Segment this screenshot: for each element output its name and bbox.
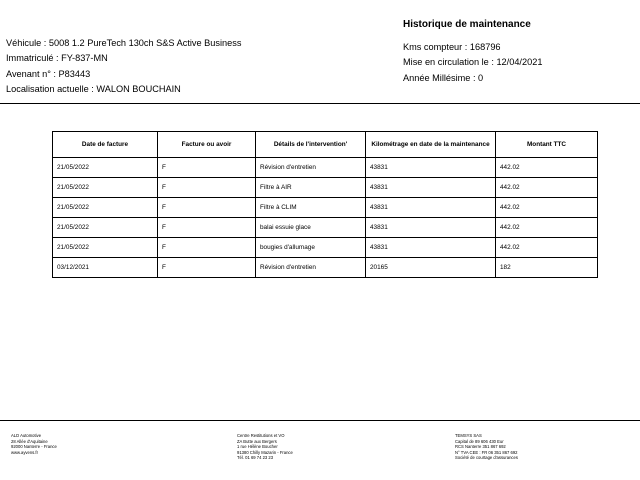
cell-details: Révision d'entretien <box>256 258 366 278</box>
cell-kilometrage: 43831 <box>366 238 496 258</box>
footer-returns-block <box>237 433 293 461</box>
cell-details: Filtre à AIR <box>256 178 366 198</box>
footer-legal-block <box>455 433 518 461</box>
cell-montant: 442.02 <box>496 218 598 238</box>
table-row <box>53 198 598 218</box>
cell-date: 03/12/2021 <box>53 258 158 278</box>
column-header-date: Date de facture <box>53 132 158 158</box>
footer-website-link[interactable]: www.ayvens.fr <box>11 449 38 455</box>
cell-montant: 442.02 <box>496 158 598 178</box>
table-row <box>53 158 598 178</box>
model-year-line: Année Millésime : 0 <box>403 72 484 83</box>
footer-line: 91380 Chilly Mazarin - France <box>237 449 293 455</box>
table-row <box>53 218 598 238</box>
footer-line: TEMSYS SAS <box>455 433 482 438</box>
footer-line: 92000 Nanterre - France <box>11 444 57 450</box>
column-header-montant: Montant TTC <box>496 132 598 158</box>
footer-company-block <box>11 433 57 455</box>
page-title: Historique de maintenance <box>403 19 531 30</box>
cell-montant: 442.02 <box>496 198 598 218</box>
cell-kilometrage: 43831 <box>366 218 496 238</box>
cell-montant: 442.02 <box>496 238 598 258</box>
cell-date: 21/05/2022 <box>53 218 158 238</box>
maintenance-summary-block <box>403 40 542 86</box>
footer-line: ZA Butte aux Bergers <box>237 438 277 444</box>
cell-kilometrage: 43831 <box>366 198 496 218</box>
cell-details: balai essuie glace <box>256 218 366 238</box>
cell-kilometrage: 20165 <box>366 258 496 278</box>
footer-line: RCS Nanterre 351 867 692 <box>455 444 506 450</box>
vehicle-model-line: Véhicule : 5008 1.2 PureTech 130ch S&S Active Business <box>6 38 242 48</box>
table-row <box>53 178 598 198</box>
cell-date: 21/05/2022 <box>53 178 158 198</box>
table-header-row <box>53 132 598 158</box>
cell-details: bougies d'allumage <box>256 238 366 258</box>
vehicle-location-line: Localisation actuelle : WALON BOUCHAIN <box>6 83 181 94</box>
document-header <box>0 0 640 103</box>
cell-date: 21/05/2022 <box>53 198 158 218</box>
footer-line: 28 Allée d'Aquitaine <box>11 438 48 444</box>
footer-line: N° TVA CEE : FR 06 351 867 692 <box>455 449 518 455</box>
cell-kilometrage: 43831 <box>366 178 496 198</box>
odometer-line: Kms compteur : 168796 <box>403 42 501 52</box>
maintenance-table <box>52 131 598 278</box>
cell-date: 21/05/2022 <box>53 158 158 178</box>
cell-facture: F <box>158 178 256 198</box>
cell-facture: F <box>158 218 256 238</box>
footer-line: 1 rue Hélène Boucher <box>237 444 278 450</box>
cell-details: Révision d'entretien <box>256 158 366 178</box>
table-row <box>53 238 598 258</box>
cell-facture: F <box>158 238 256 258</box>
table-header <box>53 132 598 158</box>
vehicle-info-block <box>6 36 241 97</box>
cell-kilometrage: 43831 <box>366 158 496 178</box>
vehicle-plate-line: Immatriculé : FY-837-MN <box>6 53 108 64</box>
footer-line: Société de courtage d'assurances <box>455 455 518 461</box>
footer-line: ALD Automotive <box>11 433 42 438</box>
footer-phone-line: Tél. 01 69 74 23 23 <box>237 455 274 461</box>
cell-date: 21/05/2022 <box>53 238 158 258</box>
column-header-details: Détails de l'intervention' <box>256 132 366 158</box>
column-header-facture: Facture ou avoir <box>158 132 256 158</box>
table-row <box>53 258 598 278</box>
column-header-kilometrage: Kilométrage en date de la maintenance <box>366 132 496 158</box>
table-body <box>53 158 598 278</box>
cell-facture: F <box>158 198 256 218</box>
footer-line: Capital de 89 606 430 Eur <box>455 438 504 444</box>
cell-montant: 182 <box>496 258 598 278</box>
cell-montant: 442.02 <box>496 178 598 198</box>
document-footer <box>0 420 640 480</box>
vehicle-avenant-line: Avenant n° : P83443 <box>6 68 91 79</box>
cell-facture: F <box>158 158 256 178</box>
header-divider <box>0 103 640 104</box>
cell-facture: F <box>158 258 256 278</box>
maintenance-table-wrapper <box>52 131 597 278</box>
first-registration-line: Mise en circulation le : 12/04/2021 <box>403 57 543 68</box>
footer-line: Centre Restitutions et VO <box>237 433 285 438</box>
cell-details: Filtre à CLIM <box>256 198 366 218</box>
